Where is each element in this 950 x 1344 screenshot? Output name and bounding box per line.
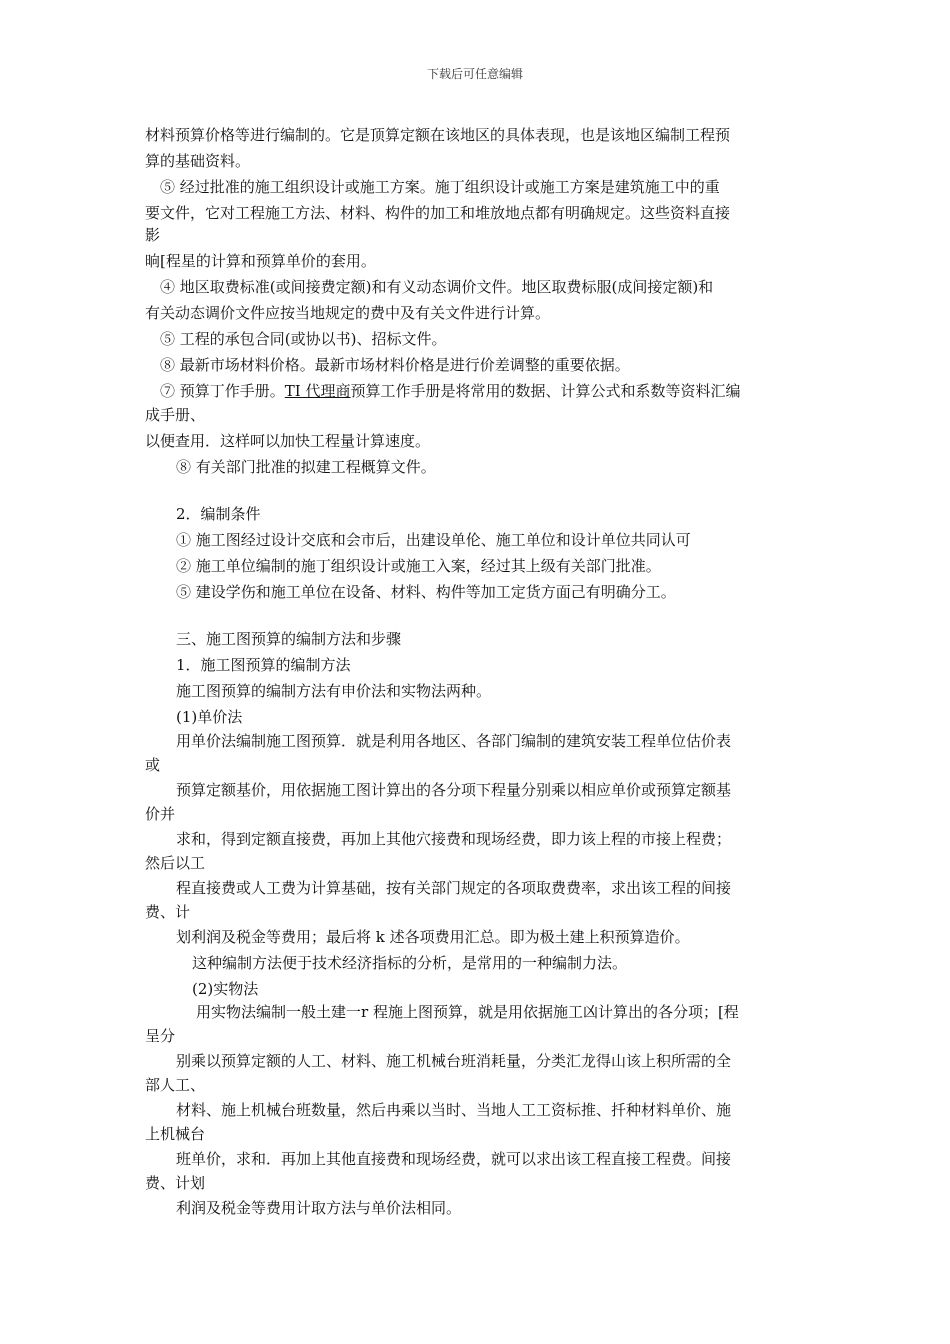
- paragraph-line: 晌[程星的计算和预算单价的套用。: [145, 252, 376, 270]
- agent-link[interactable]: TI 代理商: [284, 382, 351, 400]
- paragraph-text: 预算工作手册是将常用的数据、计算公式和系数等资料汇编: [350, 382, 741, 400]
- paragraph-line: 用单价法编制施工图预算．就是利用各地区、各部门编制的建筑安装工程单位估价表: [176, 732, 732, 750]
- paragraph-line: ⑤ 经过批准的施工组织设计或施工方案。施丁组织设计或施工方案是建筑施工中的重: [160, 178, 720, 196]
- paragraph-line: 别乘以预算定额的人工、材料、施工机械台班消耗量，分类汇龙得山该上积所需的全: [176, 1052, 732, 1070]
- paragraph-line: ⑤ 建设学伤和施工单位在设备、材料、构件等加工定货方面己有明确分工。: [176, 583, 676, 601]
- paragraph-line: (1)单价法: [176, 708, 243, 726]
- paragraph-line: 价并: [145, 805, 176, 823]
- page-header: 下载后可任意编辑: [426, 67, 523, 81]
- paragraph-line: 成手册、: [145, 406, 206, 424]
- paragraph-text: ⑦ 预算丁作手册。: [160, 382, 285, 400]
- section-heading: 三、施工图预算的编制方法和步骤: [176, 630, 402, 648]
- paragraph-line: ① 施工图经过设计交底和会市后，出建设单伦、施工单位和设计单位共同认可: [176, 531, 691, 549]
- paragraph-line: 班单价，求和．再加上其他直接费和现场经费，就可以求出该工程直接工程费。间接: [176, 1150, 732, 1168]
- paragraph-line: 呈分: [145, 1027, 176, 1045]
- paragraph-line: 然后以工: [145, 854, 206, 872]
- paragraph-line: 求和，得到定额直接费，再加上其他穴接费和现场经费，即力该上程的市接上程费；: [176, 830, 732, 848]
- paragraph-line: 用实物法编制一般土建一r 程施上图预算，就是用依据施工凶计算出的各分项；[程: [196, 1003, 739, 1021]
- paragraph-line: 算的基础资料。: [145, 152, 251, 170]
- paragraph-line: 上机械台: [145, 1125, 206, 1143]
- paragraph-line: 部人工、: [145, 1076, 206, 1094]
- paragraph-line: ④ 地区取费标准(或间接费定额)和有义动态调价文件。地区取费标服(成间接定额)和: [160, 278, 714, 296]
- paragraph-line: 要文件，它对工程施工方法、材料、构件的加工和堆放地点都有明确规定。这些资料直接: [145, 204, 731, 222]
- paragraph-line: 预算定额基价，用依据施工图计算出的各分项下程量分别乘以相应单价或预算定额基: [176, 781, 732, 799]
- paragraph-line: ⑧ 有关部门批准的拟建工程概算文件。: [176, 458, 436, 476]
- paragraph-line: 材料预算价格等进行编制的。它是顶算定额在该地区的具体表现，也是该地区编制工程预: [145, 126, 731, 144]
- paragraph-line: (2)实物法: [192, 980, 259, 998]
- paragraph-line: 影: [145, 226, 161, 244]
- paragraph-line: 这种编制方法便于技术经济指标的分析，是常用的一种编制力法。: [192, 954, 628, 972]
- section-heading: 2．编制条件: [176, 505, 261, 523]
- paragraph-line: 或: [145, 756, 161, 774]
- paragraph-line: 程直接费或人工费为计算基础，按有关部门规定的各项取费费率，求出该工程的间接: [176, 879, 732, 897]
- paragraph-line: ⑧ 最新市场材料价格。最新市场材料价格是进行价差调整的重要依据。: [160, 356, 630, 374]
- paragraph-line: 施工图预算的编制方法有申价法和实物法两种。: [176, 682, 492, 700]
- paragraph-line: 费、计: [145, 903, 191, 921]
- section-heading: 1．施工图预算的编制方法: [176, 656, 351, 674]
- paragraph-line: 以便查用．这样呵以加快工程量计算速度。: [145, 432, 431, 450]
- paragraph-line: 有关动态调价文件应按当地规定的费中及有关文件进行计算。: [145, 304, 551, 322]
- paragraph-line: 费、计划: [145, 1174, 206, 1192]
- paragraph-line: ② 施工单位编制的施丁组织设计或施工入案，经过其上级有关部门批准。: [176, 557, 661, 575]
- paragraph-line: ⑤ 工程的承包合同(或协以书)、招标文件。: [160, 330, 447, 348]
- paragraph-line: 材料、施上机械台班数量，然后冉乘以当时、当地人工工资标推、扦种材料单价、施: [176, 1101, 732, 1119]
- paragraph-line: 划利润及税金等费用；最后将 k 述各项费用汇总。即为极土建上积预算造价。: [176, 928, 690, 946]
- paragraph-line: [160, 382, 741, 400]
- paragraph-line: 利润及税金等费用计取方法与单价法相同。: [176, 1199, 462, 1217]
